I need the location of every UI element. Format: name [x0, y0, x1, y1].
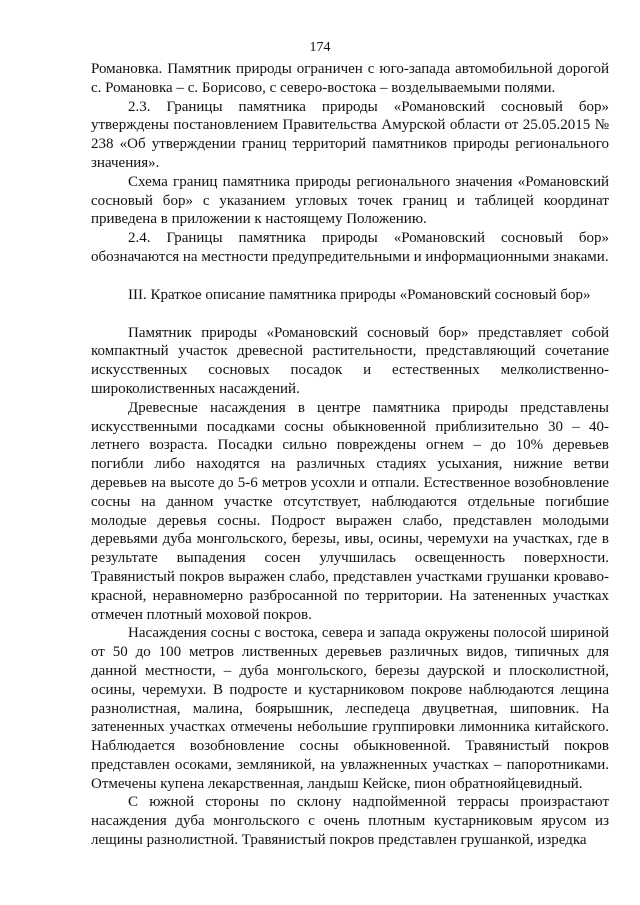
paragraph-tree-stands: Древесные насаждения в центре памятника природы представлены искусственными посадками сосны обыкновенной приблизительно 30 – 40-летнего возраста. Посадки сильно повреждены огнем – до 10% деревьев погибли либо находятся на различных стадиях усыхания, нижние ветви деревьев на высоте до 5-6 метров усохли и отпали. Естественное возобновление сосны на данном участке отсутствует, наблюдаются отдельные погибшие молодые деревья сосны. Подрост выражен слабо, представлен молодыми деревьями дуба монгольского, березы, ивы, осины, черемухи на участках, где в результате выпадения сосен улучшилась освещенность поверхности. Травянистый покров выражен слабо, представлен участками грушанки кроваво-красной, неравномерно разбросанной по территории. На затененных участках отмечен плотный моховой покров.: [91, 399, 609, 623]
paragraph-2-4: 2.4. Границы памятника природы «Романовский сосновый бор» обозначаются на местности предупредительными и информационными знаками.: [91, 230, 609, 265]
document-body: [91, 60, 609, 850]
paragraph-2-3: 2.3. Границы памятника природы «Романовский сосновый бор» утверждены постановлением Правительства Амурской области от 25.05.2015 № 238 «Об утверждении границ территорий памятников природы регионального значения».: [91, 98, 609, 171]
section-heading: III. Краткое описание памятника природы «Романовский сосновый бор»: [128, 286, 591, 303]
page-number: 174: [309, 40, 331, 55]
paragraph-description: Памятник природы «Романовский сосновый бор» представляет собой компактный участок древесной растительности, представляющий сочетание искусственных сосновых посадок и естественных мелколиственно-широколиственных насаждений.: [91, 324, 609, 397]
paragraph-southern-slope: С южной стороны по склону надпойменной террасы произрастают насаждения дуба монгольского с очень плотным кустарниковым ярусом из лещины разнолистной. Травянистый покров представлен грушанкой, изредка: [91, 794, 609, 849]
paragraph-boundary-scheme: Схема границ памятника природы регионального значения «Романовский сосновый бор» с указанием угловых точек границ и таблицей координат приведена в приложении к настоящему Положению.: [91, 173, 609, 228]
paragraph-continuation: Романовка. Памятник природы ограничен с юго-запада автомобильной дорогой с. Романовка – с. Борисово, с северо-востока – возделываемыми полями.: [91, 61, 609, 96]
paragraph-surrounding-stands: Насаждения сосны с востока, севера и запада окружены полосой шириной от 50 до 100 метров лиственных деревьев различных видов, типичных для данной местности, – дуба монгольского, березы даурской и плосколистной, осины, черемухи. В подросте и кустарниковом покрове наблюдаются лещина разнолистная, малина, боярышник, леспедеца двуцветная, шиповник. На затененных участках отмечены небольшие группировки лимонника китайского. Наблюдается возобновление сосны обыкновенной. Травянистый покров представлен осоками, земляникой, на увлажненных участках – папоротниками. Отмечены купена лекарственная, ландыш Кейске, пион обратнояйцевидный.: [91, 625, 609, 792]
